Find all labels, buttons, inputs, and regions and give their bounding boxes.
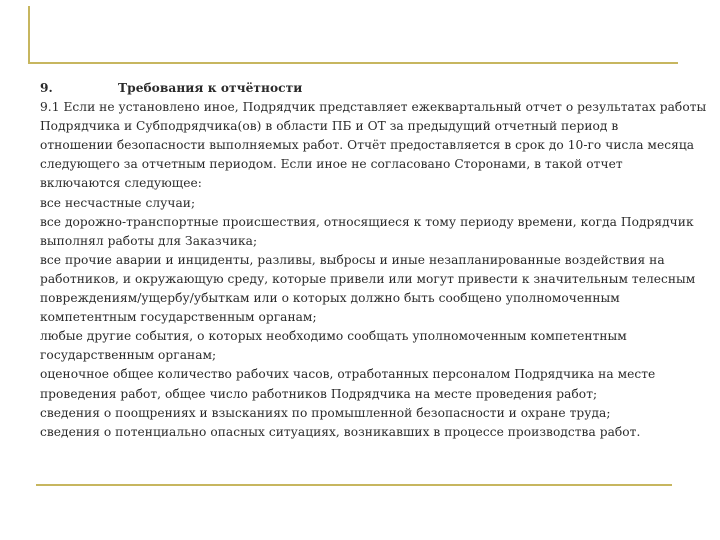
paragraph-line: отношении безопасности выполняемых работ. Отчёт предоставляется в срок до 10-го числа месяца xyxy=(40,138,695,153)
list-item: работников, и окружающую среду, которые привели или могут привести к значительным телесным xyxy=(40,271,696,286)
list-item: любые другие события, о которых необходимо сообщать уполномоченным компетентным xyxy=(40,329,627,344)
section-heading xyxy=(40,79,708,98)
list-item: проведения работ, общее число работников Подрядчика на месте проведения работ; xyxy=(40,386,598,401)
accent-vertical-line xyxy=(28,6,30,62)
document-body xyxy=(40,79,708,442)
accent-bottom-rule xyxy=(36,484,672,486)
accent-top-rule xyxy=(28,62,678,64)
paragraph-line: 9.1 Если не установлено иное, Подрядчик представляет ежеквартальный отчет о результатах работы xyxy=(40,100,707,115)
section-title: Требования к отчётности xyxy=(118,81,303,95)
list-item: компетентным государственным органам; xyxy=(40,310,317,325)
paragraph-line: Подрядчика и Субподрядчика(ов) в области ПБ и ОТ за предыдущий отчетный период в xyxy=(40,119,619,134)
paragraph-line: следующего за отчетным периодом. Если иное не согласовано Сторонами, в такой отчет xyxy=(40,157,623,172)
list-item: государственным органам; xyxy=(40,348,217,363)
list-item: все прочие аварии и инциденты, разливы, выбросы и иные незапланированные воздействия на xyxy=(40,252,665,267)
list-item: выполнял работы для Заказчика; xyxy=(40,233,258,248)
paragraph-line: включаются следующее: xyxy=(40,176,202,191)
section-number: 9. xyxy=(40,81,53,95)
list-item: сведения о поощрениях и взысканиях по промышленной безопасности и охране труда; xyxy=(40,405,611,420)
list-item: сведения о потенциально опасных ситуациях, возникавших в процессе производства работ. xyxy=(40,424,641,439)
list-item: все несчастные случаи; xyxy=(40,195,196,210)
list-item: все дорожно-транспортные происшествия, относящиеся к тому периоду времени, когда Подрядчик xyxy=(40,214,694,229)
list-item: оценочное общее количество рабочих часов, отработанных персоналом Подрядчика на месте xyxy=(40,367,656,382)
list-item: повреждениям/ущербу/убыткам или о которых должно быть сообщено уполномоченным xyxy=(40,291,620,306)
